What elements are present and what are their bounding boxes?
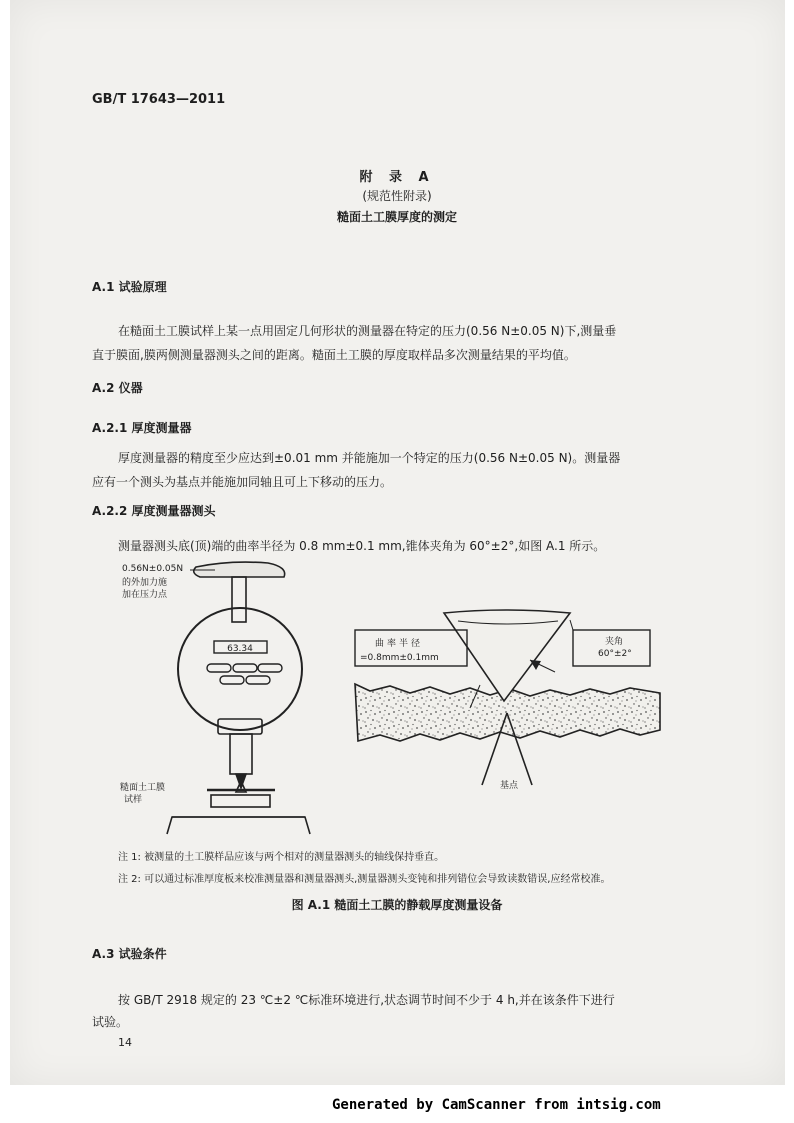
note-1: 注 1: 被测量的土工膜样品应该与两个相对的测量器测头的轴线保持垂直。 <box>118 852 445 863</box>
section-a1-heading: A.1 试验原理 <box>92 280 167 294</box>
standard-code: GB/T 17643—2011 <box>92 92 226 107</box>
figure-a1 <box>0 555 794 845</box>
section-a1-line2: 直于膜面,膜两侧测量器测头之间的距离。糙面土工膜的厚度取样品多次测量结果的平均值。 <box>92 348 576 362</box>
camscanner-watermark: Generated by CamScanner from intsig.com <box>332 1097 661 1113</box>
thickness-gauge <box>167 562 310 834</box>
appendix-title: 附 录 A <box>359 170 435 185</box>
angle-label-2: 60°±2° <box>598 649 632 659</box>
angle-label-1: 夹角 <box>605 637 624 647</box>
force-label-2: 的外加力施 <box>122 578 168 588</box>
force-label-1: 0.56N±0.05N <box>122 564 184 574</box>
radius-label-2: =0.8mm±0.1mm <box>360 653 439 663</box>
section-a22-heading: A.2.2 厚度测量器测头 <box>92 504 216 518</box>
specimen-label-1: 糙面土工膜 <box>120 783 166 793</box>
section-a1-line1: 在糙面土工膜试样上某一点用固定几何形状的测量器在特定的压力(0.56 N±0.05 N)下,测量垂 <box>118 324 617 338</box>
section-a3-line2: 试验。 <box>92 1015 129 1029</box>
page-number: 14 <box>118 1036 132 1049</box>
appendix-subtitle: (规范性附录) <box>362 189 432 203</box>
force-label-3: 加在压力点 <box>122 590 168 600</box>
section-a21-line1: 厚度测量器的精度至少应达到±0.01 mm 并能施加一个特定的压力(0.56 N±0.05 N)。测量器 <box>118 451 621 465</box>
note-2: 注 2: 可以通过标准厚度板来校准测量器和测量器测头,测量器测头变钝和排列错位会导致读数错误,应经常校准。 <box>118 874 611 885</box>
section-a21-line2: 应有一个测头为基点并能施加同轴且可上下移动的压力。 <box>92 475 393 489</box>
figure-caption: 图 A.1 糙面土工膜的静载厚度测量设备 <box>291 898 503 912</box>
base-label: 基点 <box>500 781 519 791</box>
specimen-label-2: 试样 <box>124 795 143 805</box>
appendix-name: 糙面土工膜厚度的测定 <box>336 210 457 224</box>
gauge-reading: 63.34 <box>227 644 253 654</box>
section-a2-heading: A.2 仪器 <box>92 381 143 395</box>
section-a21-heading: A.2.1 厚度测量器 <box>92 421 192 435</box>
section-a22-line1: 测量器测头底(顶)端的曲率半径为 0.8 mm±0.1 mm,锥体夹角为 60°±2°,如图 A.1 所示。 <box>118 539 606 553</box>
radius-label-1: 曲率半径 <box>375 639 424 649</box>
section-a3-line1: 按 GB/T 2918 规定的 23 ℃±2 ℃标准环境进行,状态调节时间不少于 4 h,并在该条件下进行 <box>118 993 615 1007</box>
section-a3-heading: A.3 试验条件 <box>92 947 167 961</box>
